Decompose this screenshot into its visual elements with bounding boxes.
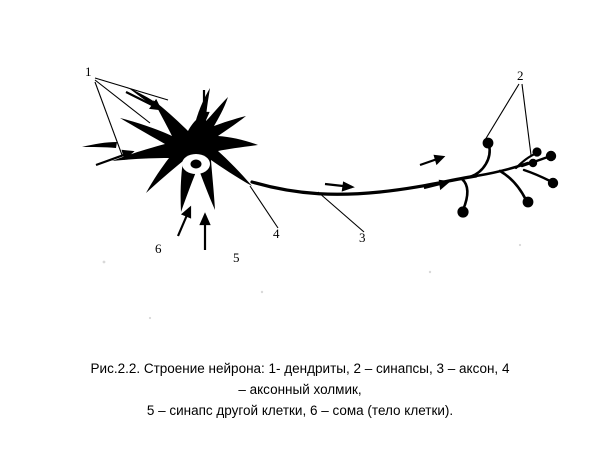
callout-label-6: 6 (155, 241, 162, 256)
callout-label-4: 4 (273, 226, 280, 241)
callout-label-3: 3 (359, 230, 366, 245)
callout-label-1: 1 (85, 64, 92, 79)
caption-line-1: Рис.2.2. Строение нейрона: 1- дендриты, 2 – синапсы, 3 – аксон, 4 (90, 361, 510, 376)
nucleolus (191, 160, 202, 169)
callout-label-5: 5 (233, 250, 240, 265)
signal-direction-arrows (96, 90, 448, 250)
paper-speckles (103, 244, 522, 319)
soma-and-dendrites-shape (82, 87, 258, 212)
caption-line-2: – аксонный холмик, (238, 382, 362, 397)
figure-caption (0, 358, 600, 421)
callout-label-2: 2 (517, 68, 524, 83)
caption-line-3: 5 – синапс другой клетки, 6 – сома (тело клетки). (146, 403, 454, 418)
